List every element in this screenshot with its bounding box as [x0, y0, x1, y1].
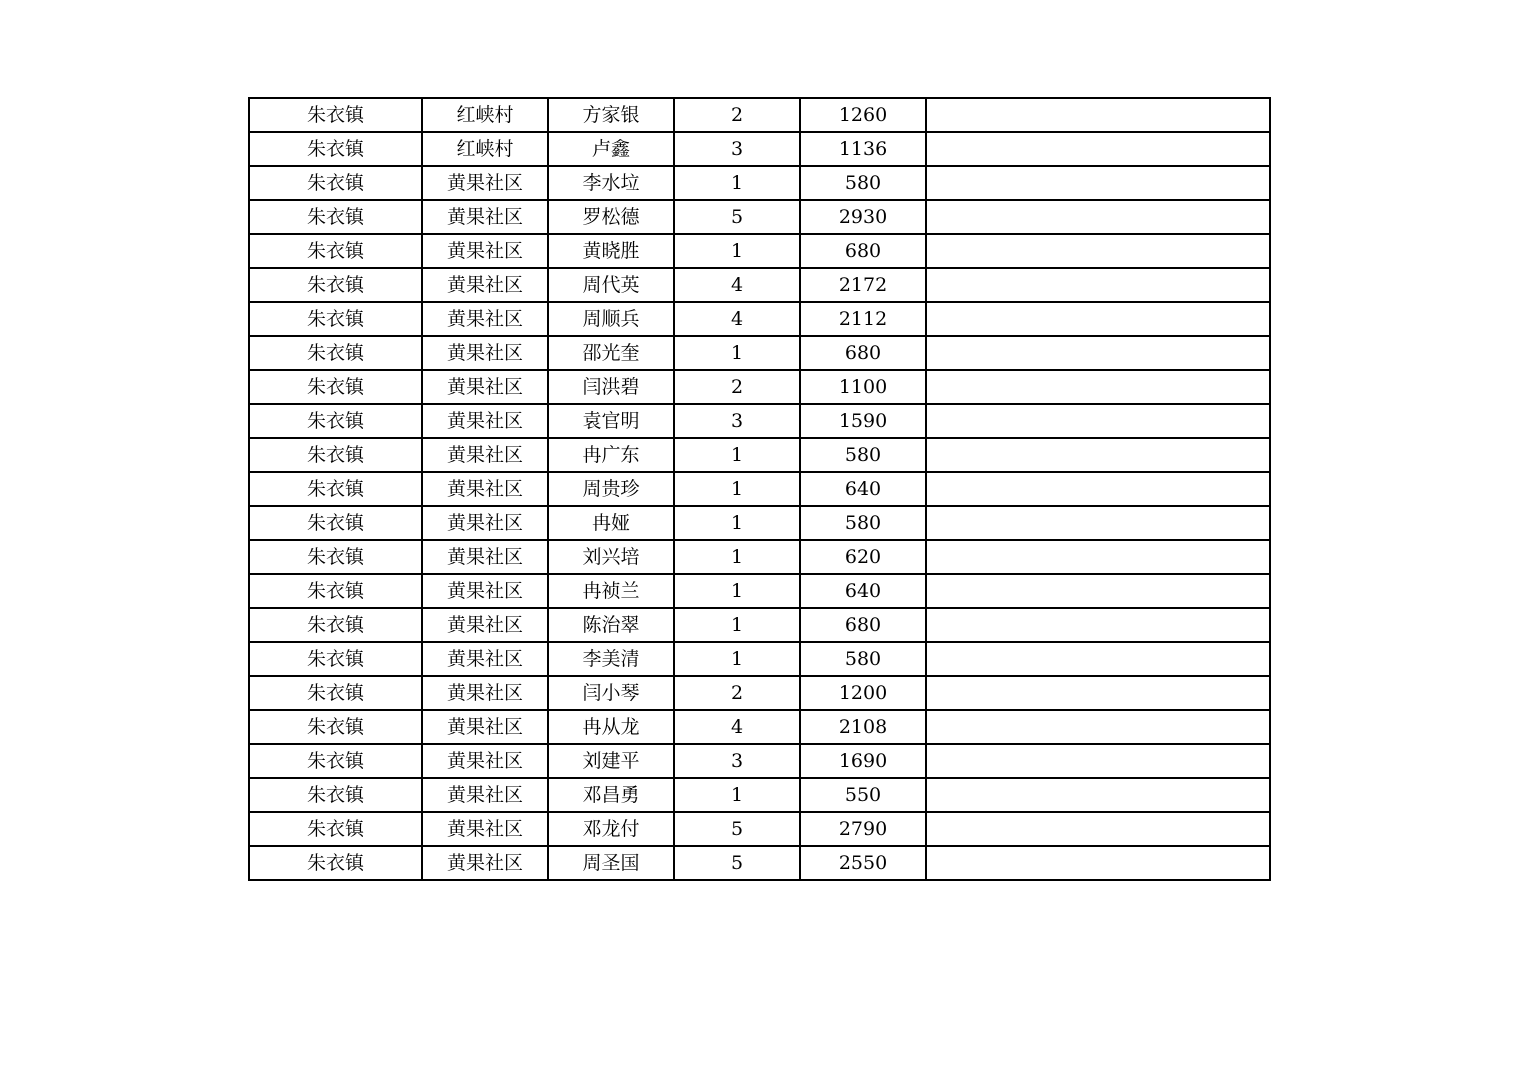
name-cell: 刘建平 [548, 744, 674, 778]
name-cell: 冉广东 [548, 438, 674, 472]
household-count-cell: 4 [674, 710, 800, 744]
town-cell: 朱衣镇 [249, 472, 422, 506]
town-cell: 朱衣镇 [249, 710, 422, 744]
table-row [249, 676, 1270, 710]
note-cell [926, 438, 1270, 472]
name-cell: 周圣国 [548, 846, 674, 880]
amount-cell: 640 [800, 472, 926, 506]
household-count-cell: 2 [674, 676, 800, 710]
amount-cell: 1690 [800, 744, 926, 778]
town-cell: 朱衣镇 [249, 370, 422, 404]
note-cell [926, 166, 1270, 200]
name-cell: 周贵珍 [548, 472, 674, 506]
note-cell [926, 268, 1270, 302]
note-cell [926, 404, 1270, 438]
town-cell: 朱衣镇 [249, 574, 422, 608]
table-row [249, 778, 1270, 812]
village-cell: 黄果社区 [422, 846, 548, 880]
name-cell: 冉从龙 [548, 710, 674, 744]
table-row [249, 336, 1270, 370]
name-cell: 李美清 [548, 642, 674, 676]
note-cell [926, 608, 1270, 642]
household-count-cell: 1 [674, 778, 800, 812]
amount-cell: 580 [800, 438, 926, 472]
name-cell: 卢鑫 [548, 132, 674, 166]
town-cell: 朱衣镇 [249, 608, 422, 642]
village-cell: 黄果社区 [422, 200, 548, 234]
household-count-cell: 2 [674, 98, 800, 132]
town-cell: 朱衣镇 [249, 846, 422, 880]
name-cell: 陈治翠 [548, 608, 674, 642]
amount-cell: 1590 [800, 404, 926, 438]
village-cell: 黄果社区 [422, 472, 548, 506]
table-row [249, 846, 1270, 880]
name-cell: 邓昌勇 [548, 778, 674, 812]
table-row [249, 404, 1270, 438]
village-cell: 黄果社区 [422, 778, 548, 812]
household-count-cell: 1 [674, 540, 800, 574]
amount-cell: 1200 [800, 676, 926, 710]
village-cell: 红峡村 [422, 132, 548, 166]
town-cell: 朱衣镇 [249, 98, 422, 132]
village-cell: 黄果社区 [422, 370, 548, 404]
table-row [249, 98, 1270, 132]
household-count-cell: 5 [674, 200, 800, 234]
village-cell: 黄果社区 [422, 404, 548, 438]
town-cell: 朱衣镇 [249, 676, 422, 710]
town-cell: 朱衣镇 [249, 166, 422, 200]
village-cell: 黄果社区 [422, 166, 548, 200]
household-count-cell: 3 [674, 132, 800, 166]
town-cell: 朱衣镇 [249, 132, 422, 166]
village-cell: 黄果社区 [422, 302, 548, 336]
table-row [249, 608, 1270, 642]
note-cell [926, 676, 1270, 710]
village-cell: 黄果社区 [422, 336, 548, 370]
town-cell: 朱衣镇 [249, 336, 422, 370]
amount-cell: 580 [800, 506, 926, 540]
note-cell [926, 132, 1270, 166]
town-cell: 朱衣镇 [249, 506, 422, 540]
note-cell [926, 98, 1270, 132]
table-row [249, 540, 1270, 574]
village-cell: 黄果社区 [422, 642, 548, 676]
name-cell: 周顺兵 [548, 302, 674, 336]
household-count-cell: 1 [674, 642, 800, 676]
name-cell: 罗松德 [548, 200, 674, 234]
household-count-cell: 5 [674, 812, 800, 846]
village-cell: 红峡村 [422, 98, 548, 132]
household-count-cell: 4 [674, 302, 800, 336]
village-cell: 黄果社区 [422, 608, 548, 642]
amount-cell: 1260 [800, 98, 926, 132]
table-row [249, 472, 1270, 506]
village-cell: 黄果社区 [422, 744, 548, 778]
town-cell: 朱衣镇 [249, 438, 422, 472]
household-count-cell: 1 [674, 234, 800, 268]
note-cell [926, 710, 1270, 744]
name-cell: 袁官明 [548, 404, 674, 438]
table-row [249, 200, 1270, 234]
amount-cell: 1100 [800, 370, 926, 404]
town-cell: 朱衣镇 [249, 778, 422, 812]
village-cell: 黄果社区 [422, 268, 548, 302]
household-count-cell: 3 [674, 404, 800, 438]
village-cell: 黄果社区 [422, 574, 548, 608]
table-row [249, 132, 1270, 166]
amount-cell: 2930 [800, 200, 926, 234]
household-count-cell: 1 [674, 608, 800, 642]
note-cell [926, 302, 1270, 336]
note-cell [926, 574, 1270, 608]
household-count-cell: 1 [674, 336, 800, 370]
village-cell: 黄果社区 [422, 710, 548, 744]
note-cell [926, 370, 1270, 404]
note-cell [926, 472, 1270, 506]
household-count-cell: 1 [674, 472, 800, 506]
table-row [249, 642, 1270, 676]
household-count-cell: 2 [674, 370, 800, 404]
table-row [249, 744, 1270, 778]
note-cell [926, 336, 1270, 370]
town-cell: 朱衣镇 [249, 540, 422, 574]
table-row [249, 370, 1270, 404]
data-table [248, 97, 1271, 881]
name-cell: 冉娅 [548, 506, 674, 540]
household-count-cell: 3 [674, 744, 800, 778]
table-row [249, 710, 1270, 744]
name-cell: 李水垃 [548, 166, 674, 200]
amount-cell: 680 [800, 608, 926, 642]
household-count-cell: 1 [674, 506, 800, 540]
town-cell: 朱衣镇 [249, 268, 422, 302]
town-cell: 朱衣镇 [249, 812, 422, 846]
amount-cell: 2108 [800, 710, 926, 744]
amount-cell: 680 [800, 336, 926, 370]
town-cell: 朱衣镇 [249, 234, 422, 268]
name-cell: 周代英 [548, 268, 674, 302]
town-cell: 朱衣镇 [249, 302, 422, 336]
household-count-cell: 5 [674, 846, 800, 880]
village-cell: 黄果社区 [422, 438, 548, 472]
town-cell: 朱衣镇 [249, 200, 422, 234]
village-cell: 黄果社区 [422, 506, 548, 540]
household-count-cell: 1 [674, 574, 800, 608]
name-cell: 冉祯兰 [548, 574, 674, 608]
name-cell: 邓龙付 [548, 812, 674, 846]
table-row [249, 574, 1270, 608]
note-cell [926, 642, 1270, 676]
amount-cell: 1136 [800, 132, 926, 166]
amount-cell: 640 [800, 574, 926, 608]
village-cell: 黄果社区 [422, 540, 548, 574]
table-row [249, 506, 1270, 540]
name-cell: 闫洪碧 [548, 370, 674, 404]
amount-cell: 2790 [800, 812, 926, 846]
name-cell: 方家银 [548, 98, 674, 132]
name-cell: 刘兴培 [548, 540, 674, 574]
note-cell [926, 812, 1270, 846]
table-row [249, 438, 1270, 472]
table-row [249, 166, 1270, 200]
note-cell [926, 506, 1270, 540]
amount-cell: 580 [800, 642, 926, 676]
town-cell: 朱衣镇 [249, 744, 422, 778]
household-count-cell: 1 [674, 438, 800, 472]
table-row [249, 268, 1270, 302]
amount-cell: 620 [800, 540, 926, 574]
amount-cell: 680 [800, 234, 926, 268]
household-count-cell: 1 [674, 166, 800, 200]
town-cell: 朱衣镇 [249, 642, 422, 676]
table-row [249, 302, 1270, 336]
name-cell: 邵光奎 [548, 336, 674, 370]
name-cell: 闫小琴 [548, 676, 674, 710]
village-cell: 黄果社区 [422, 676, 548, 710]
amount-cell: 580 [800, 166, 926, 200]
table-row [249, 234, 1270, 268]
note-cell [926, 778, 1270, 812]
table-body [249, 98, 1270, 880]
amount-cell: 2172 [800, 268, 926, 302]
town-cell: 朱衣镇 [249, 404, 422, 438]
note-cell [926, 234, 1270, 268]
amount-cell: 2550 [800, 846, 926, 880]
note-cell [926, 200, 1270, 234]
table-row [249, 812, 1270, 846]
name-cell: 黄晓胜 [548, 234, 674, 268]
village-cell: 黄果社区 [422, 234, 548, 268]
amount-cell: 550 [800, 778, 926, 812]
household-count-cell: 4 [674, 268, 800, 302]
note-cell [926, 846, 1270, 880]
village-cell: 黄果社区 [422, 812, 548, 846]
amount-cell: 2112 [800, 302, 926, 336]
note-cell [926, 540, 1270, 574]
note-cell [926, 744, 1270, 778]
